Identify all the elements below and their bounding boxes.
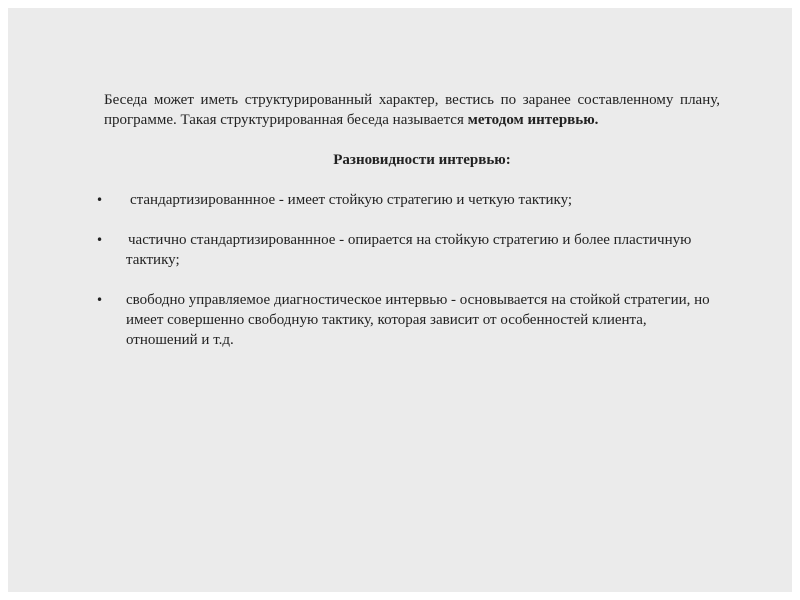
slide-content: [96, 90, 720, 370]
list-item: [96, 190, 720, 210]
bullet-icon: •: [96, 233, 104, 247]
list-item-text: стандартизированнное - имеет стойкую стратегию и четкую тактику;: [130, 192, 573, 208]
variants-heading: Разновидности интервью:: [333, 152, 511, 168]
list-item-text: свободно управляемое диагностическое интервью - основывается на стойкой стратегии, но имеет совершенно свободную тактику, которая зависит от особенностей клиента, отношений и т.д.: [126, 292, 710, 348]
list-item: [96, 290, 720, 350]
intro-text: Беседа может иметь структурированный характер, вестись по заранее составленному плану, программе. Такая структурированная беседа называется: [104, 92, 720, 128]
bullet-icon: •: [96, 193, 104, 207]
list-item: [96, 230, 720, 270]
intro-paragraph: [104, 90, 720, 130]
intro-bold-term: методом интервью.: [467, 112, 599, 128]
variants-list: [96, 190, 720, 350]
list-item-text: частично стандартизированнное - опирается на стойкую стратегию и более пластичную тактику;: [126, 232, 692, 268]
slide-background: [8, 8, 792, 592]
bullet-icon: •: [96, 293, 104, 307]
